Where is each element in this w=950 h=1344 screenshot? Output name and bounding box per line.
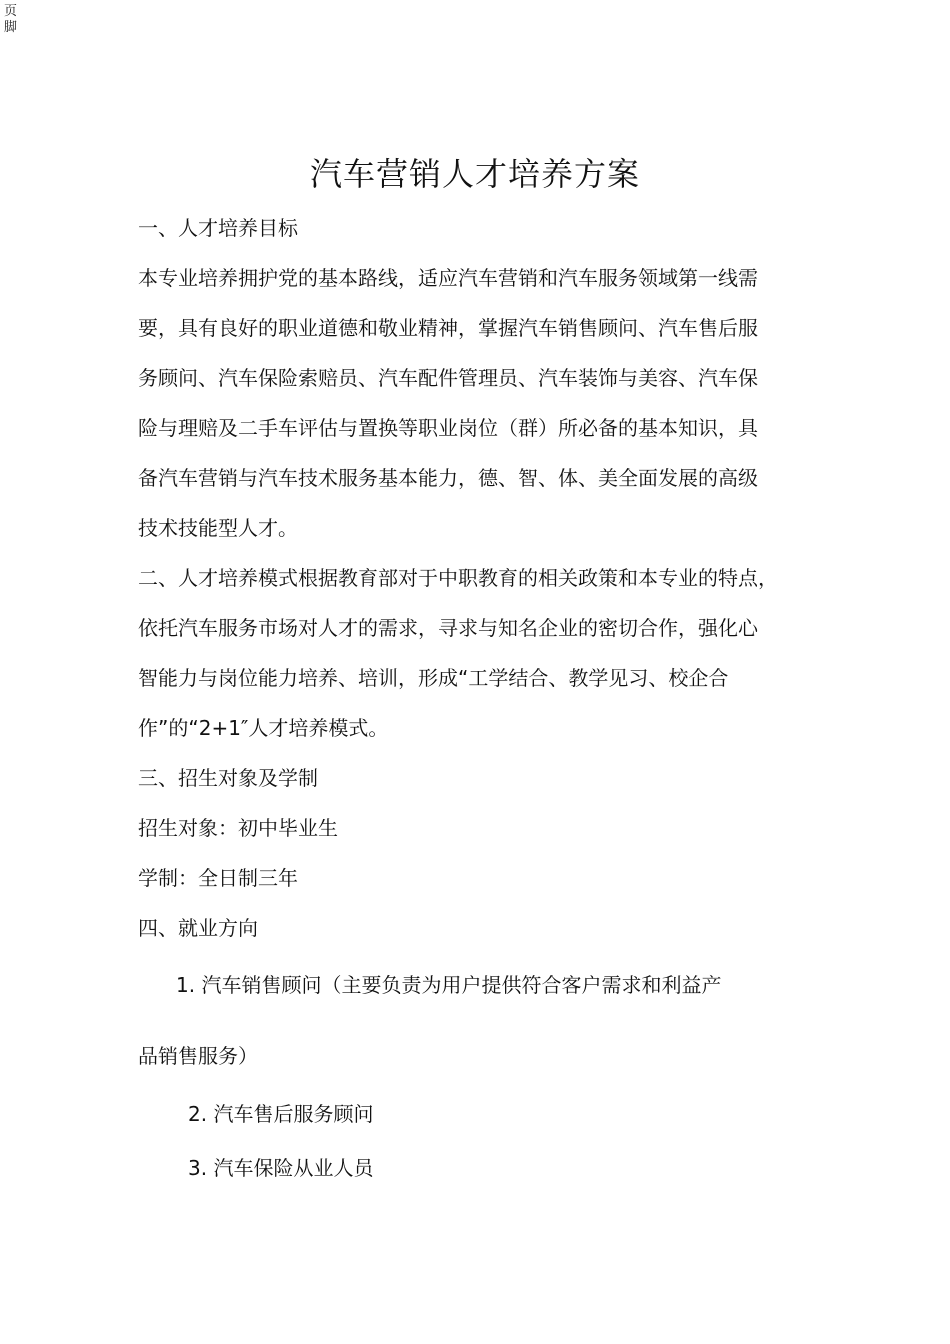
paragraph-line: 技术技能型人才。 [138, 516, 298, 540]
paragraph-line: 作”的“2+1″人才培养模式。 [138, 716, 389, 740]
paragraph-line: 备汽车营销与汽车技术服务基本能力，德、智、体、美全面发展的高级 [138, 466, 758, 490]
paragraph-line: 智能力与岗位能力培养、培训，形成“工学结合、教学见习、校企合 [138, 666, 729, 690]
list-item-continuation: 品销售服务） [138, 1044, 258, 1068]
section-heading-employment: 四、就业方向 [138, 916, 258, 940]
paragraph-line: 本专业培养拥护党的基本路线，适应汽车营销和汽车服务领域第一线需 [138, 266, 758, 290]
document-title: 汽车营销人才培养方案 [309, 155, 640, 193]
paragraph-line: 依托汽车服务市场对人才的需求，寻求与知名企业的密切合作，强化心 [138, 616, 758, 640]
list-item: 2. 汽车售后服务顾问 [188, 1102, 374, 1126]
paragraph-line: 险与理赔及二手车评估与置换等职业岗位（群）所必备的基本知识，具 [138, 416, 758, 440]
section-heading-enrollment: 三、招生对象及学制 [138, 766, 318, 790]
list-item: 3. 汽车保险从业人员 [188, 1156, 374, 1180]
study-duration: 学制：全日制三年 [138, 866, 298, 890]
corner-note: 页脚 [4, 4, 18, 35]
paragraph-line: 要，具有良好的职业道德和敬业精神，掌握汽车销售顾问、汽车售后服 [138, 316, 758, 340]
paragraph-line: 务顾问、汽车保险索赔员、汽车配件管理员、汽车装饰与美容、汽车保 [138, 366, 758, 390]
list-item: 1. 汽车销售顾问（主要负责为用户提供符合客户需求和利益产 [176, 973, 722, 997]
enrollment-target: 招生对象：初中毕业生 [138, 816, 338, 840]
section-heading-goal: 一、人才培养目标 [138, 216, 298, 240]
section-heading-mode: 二、人才培养模式根据教育部对于中职教育的相关政策和本专业的特点， [138, 566, 778, 590]
